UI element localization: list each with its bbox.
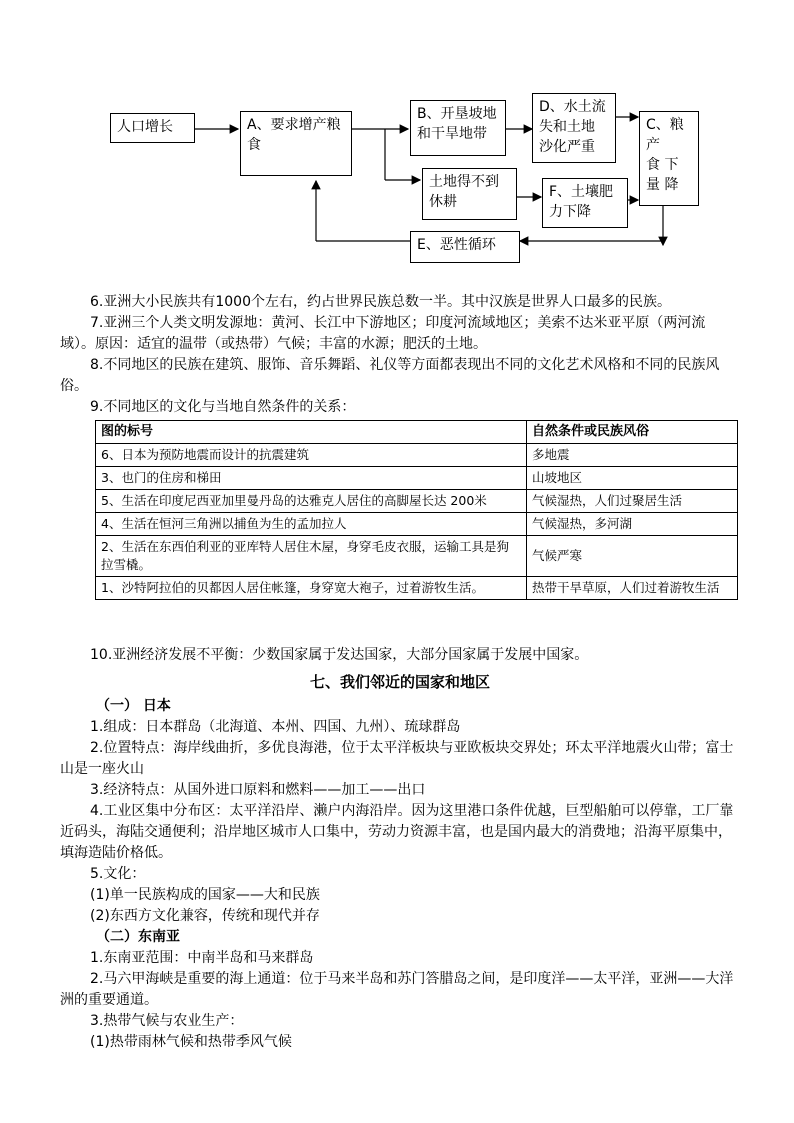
japan-item: 5.文化： xyxy=(90,866,146,882)
japan-item: 3.经济特点：从国外进口原料和燃料——加工——出口 xyxy=(90,782,426,798)
box-f: F、土壤肥 力下降 xyxy=(542,178,628,228)
sea-item: 2.马六甲海峡是重要的海上通道：位于马来半岛和苏门答腊岛之间，是印度洋——太平洋，亚洲——大洋洲的重要通道。 xyxy=(60,971,734,1008)
top-paragraphs xyxy=(60,292,740,418)
box-land-not-fallow: 土地得不到 休耕 xyxy=(422,168,517,220)
paragraph-10: 10.亚洲经济发展不平衡：少数国家属于发达国家，大部分国家属于发展中国家。 xyxy=(90,647,589,663)
sea-item: (1)热带雨林气候和热带季风气候 xyxy=(90,1034,292,1050)
table-row xyxy=(96,444,738,467)
table-cell: 气候湿热，多河湖 xyxy=(527,513,738,536)
table-cell: 6、日本为预防地震而设计的抗震建筑 xyxy=(96,444,527,467)
table-cell: 3、也门的住房和梯田 xyxy=(96,467,527,490)
sea-item: 1.东南亚范围：中南半岛和马来群岛 xyxy=(90,950,314,966)
table-cell: 多地震 xyxy=(527,444,738,467)
table-row xyxy=(96,513,738,536)
table-cell: 2、生活在东西伯利亚的亚库特人居住木屋，身穿毛皮衣服，运输工具是狗拉雪橇。 xyxy=(96,536,527,577)
japan-item: (1)单一民族构成的国家——大和民族 xyxy=(90,887,320,903)
population-growth-box: 人口增长 xyxy=(110,113,195,143)
lower-section xyxy=(60,645,740,1053)
table-row xyxy=(96,577,738,600)
table-cell: 5、生活在印度尼西亚加里曼丹岛的达雅克人居住的高脚屋长达 200米 xyxy=(96,490,527,513)
table-header-row xyxy=(96,421,738,444)
flow-diagram xyxy=(0,0,794,290)
box-b: B、开垦坡地 和干旱地带 xyxy=(410,100,506,156)
japan-item: 1.组成：日本群岛（北海道、本州、四国、九州）、琉球群岛 xyxy=(90,719,461,735)
japan-item: 4.工业区集中分布区：太平洋沿岸、濑户内海沿岸。因为这里港口条件优越，巨型船舶可以停靠，工厂靠近码头，海陆交通便利；沿岸地区城市人口集中，劳动力资源丰富，也是国内最大的消费地；沿海平原集中，填海造陆价格低。 xyxy=(60,803,734,861)
culture-nature-table xyxy=(95,420,738,600)
table-cell: 4、生活在恒河三角洲以捕鱼为生的孟加拉人 xyxy=(96,513,527,536)
paragraph-7: 7.亚洲三个人类文明发源地：黄河、长江中下游地区；印度河流域地区；美索不达米亚平原（两河流域）。原因：适宜的温带（或热带）气候；丰富的水源；肥沃的土地。 xyxy=(60,315,706,352)
section-title: 七、我们邻近的国家和地区 xyxy=(309,673,490,691)
japan-item: 2.位置特点：海岸线曲折，多优良海港，位于太平洋板块与亚欧板块交界处；环太平洋地震火山带；富士山是一座火山 xyxy=(60,740,734,777)
paragraph-6: 6.亚洲大小民族共有1000个左右，约占世界民族总数一半。其中汉族是世界人口最多的民族。 xyxy=(90,294,671,310)
box-c: C、粮 产 食 下 量 降 xyxy=(639,111,699,206)
box-a: A、要求增产粮 食 xyxy=(240,111,352,176)
table-cell: 气候湿热，人们过聚居生活 xyxy=(527,490,738,513)
paragraph-8: 8.不同地区的民族在建筑、服饰、音乐舞蹈、礼仪等方面都表现出不同的文化艺术风格和不同的民族风俗。 xyxy=(60,357,720,394)
table-cell: 气候严寒 xyxy=(527,536,738,577)
table-row xyxy=(96,467,738,490)
japan-title: （一） 日本 xyxy=(96,698,171,714)
southeast-asia-title: （二）东南亚 xyxy=(96,929,180,945)
table-cell: 山坡地区 xyxy=(527,467,738,490)
table-header-label: 图的标号 xyxy=(96,421,527,444)
table-row xyxy=(96,490,738,513)
japan-item: (2)东西方文化兼容，传统和现代并存 xyxy=(90,908,320,924)
table-cell: 1、沙特阿拉伯的贝都因人居住帐篷，身穿宽大袍子，过着游牧生活。 xyxy=(96,577,527,600)
sea-item: 3.热带气候与农业生产： xyxy=(90,1013,244,1029)
paragraph-9: 9.不同地区的文化与当地自然条件的关系： xyxy=(90,399,356,415)
box-e: E、恶性循环 xyxy=(410,231,520,263)
table-cell: 热带干旱草原，人们过着游牧生活 xyxy=(527,577,738,600)
box-d: D、水土流 失和土地 沙化严重 xyxy=(532,93,616,163)
table-row xyxy=(96,536,738,577)
table-header-condition: 自然条件或民族风俗 xyxy=(527,421,738,444)
